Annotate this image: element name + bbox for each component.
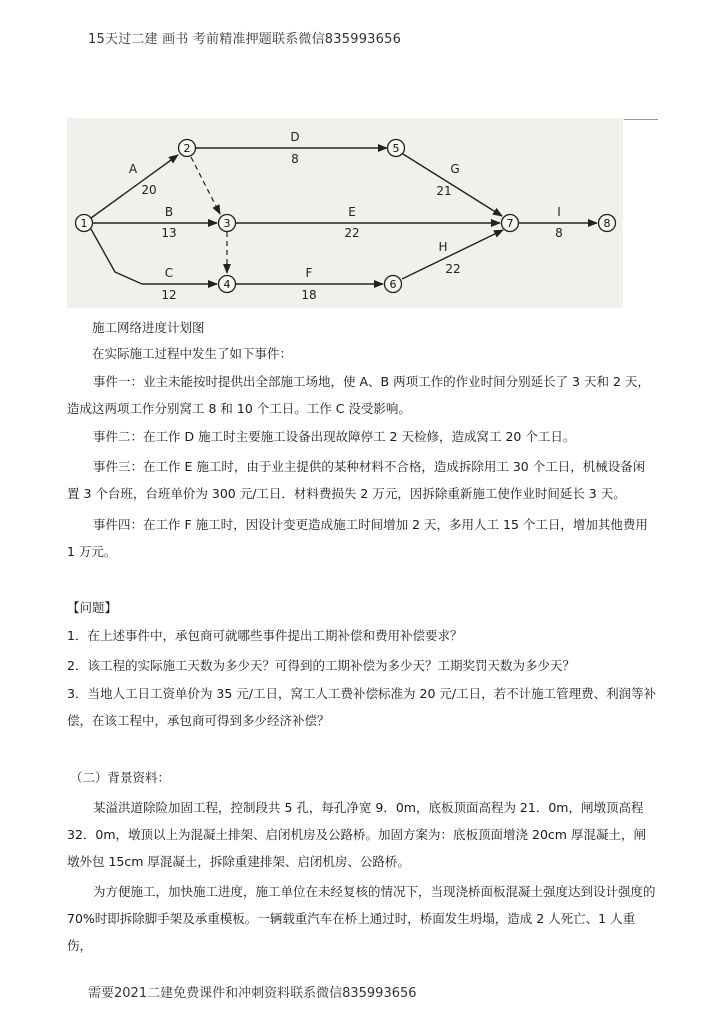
label-f-name: F — [305, 266, 313, 280]
node-7 — [502, 215, 519, 232]
arrow-2-3-dummy — [191, 157, 220, 214]
svg-text:3: 3 — [223, 217, 231, 230]
label-h-duration: 22 — [445, 262, 461, 276]
svg-text:8: 8 — [603, 217, 611, 230]
label-b-duration: 13 — [161, 226, 177, 240]
page-header: 15天过二建 画书 考前精准押题联系微信835993656 — [88, 32, 402, 47]
label-i-name: I — [557, 205, 561, 219]
label-d-duration: 8 — [291, 152, 299, 166]
label-f-duration: 18 — [301, 288, 317, 302]
node-6 — [385, 276, 402, 293]
svg-text:1: 1 — [80, 217, 88, 230]
event-3: 事件三：在工作 E 施工时，由于业主提供的某种材料不合格，造成拆除用工 30 个工日，机械设备闲置 3 个台班，台班单价为 300 元/工日．材料费损失 2 万元，因拆除重新施工使作业时间延长 3 天。 — [67, 459, 646, 501]
event-2: 事件二：在工作 D 施工时主要施工设备出现故障停工 2 天检修，造成窝工 20 个工日。 — [93, 429, 576, 444]
question-2: 2．该工程的实际施工天数为多少天？可得到的工期补偿为多少天？工期奖罚天数为多少天？ — [67, 658, 575, 673]
svg-text:2: 2 — [183, 142, 191, 155]
svg-text:7: 7 — [506, 217, 514, 230]
svg-text:4: 4 — [223, 278, 231, 291]
top-rule — [624, 119, 658, 120]
label-g-duration: 21 — [436, 184, 452, 198]
arrow-1-4 — [91, 229, 115, 272]
figure-caption: 施工网络进度计划图 — [92, 320, 205, 335]
label-h-name: H — [438, 240, 448, 254]
label-a-name: A — [128, 162, 138, 176]
event-1: 事件一：业主未能按时提供出全部施工场地，使 A、B 两项工作的作业时间分别延长了 3 天和 2 天，造成这两项工作分别窝工 8 和 10 个工日。工作 C 没受影响。 — [67, 374, 650, 416]
label-b-name: B — [164, 205, 174, 219]
svg-text:6: 6 — [389, 278, 397, 291]
event-4: 事件四：在工作 F 施工时，因设计变更造成施工时间增加 2 天，多用人工 15 个工日，增加其他费用 1 万元。 — [67, 517, 648, 559]
network-diagram — [67, 118, 623, 308]
arrow-1-4b — [115, 272, 142, 284]
label-d-name: D — [290, 130, 300, 144]
label-e-duration: 22 — [344, 226, 360, 240]
intro-text: 在实际施工过程中发生了如下事件： — [92, 346, 293, 361]
label-g-name: G — [450, 162, 460, 176]
page-footer: 需要2021二建免费课件和冲刺资料联系微信835993656 — [88, 986, 417, 1001]
label-i-duration: 8 — [555, 226, 563, 240]
network-svg — [67, 118, 623, 308]
node-1 — [76, 215, 93, 232]
label-e-name: E — [348, 205, 356, 219]
label-c-duration: 12 — [161, 288, 177, 302]
section-b-para-1: 某溢洪道除险加固工程，控制段共 5 孔，每孔净宽 9．0m，底板顶面高程为 21．0m，闸墩顶高程 32．0m，墩顶以上为混凝土排架、启闭机房及公路桥。加固方案为：底板顶面增浇 20cm 厚混凝土，闸墩外包 15cm 厚混凝土，拆除重建排架、启闭机房、公路桥。 — [67, 800, 646, 869]
question-3: 3．当地人工日工资单价为 35 元/工日，窝工人工费补偿标准为 20 元/工日，若不计施工管理费、利润等补偿，在该工程中，承包商可得到多少经济补偿？ — [67, 686, 657, 728]
label-c-name: C — [164, 266, 174, 280]
node-8 — [599, 215, 616, 232]
node-3 — [219, 215, 236, 232]
node-4 — [219, 276, 236, 293]
node-2 — [179, 140, 196, 157]
node-5 — [388, 140, 405, 157]
label-a-duration: 20 — [141, 183, 157, 197]
svg-text:5: 5 — [392, 142, 400, 155]
question-1: 1．在上述事件中，承包商可就哪些事件提出工期补偿和费用补偿要求？ — [67, 628, 463, 643]
section-b-para-2: 为方便施工，加快施工进度，施工单位在未经复核的情况下，当现浇桥面板混凝土强度达到设计强度的 70%时即拆除脚手架及承重模板。一辆载重汽车在桥上通过时，桥面发生坍塌，造成 2 人死亡、1 人重伤， — [67, 884, 656, 953]
questions-heading: 【问题】 — [67, 600, 118, 615]
section-b-heading: （二）背景资料： — [70, 770, 171, 785]
